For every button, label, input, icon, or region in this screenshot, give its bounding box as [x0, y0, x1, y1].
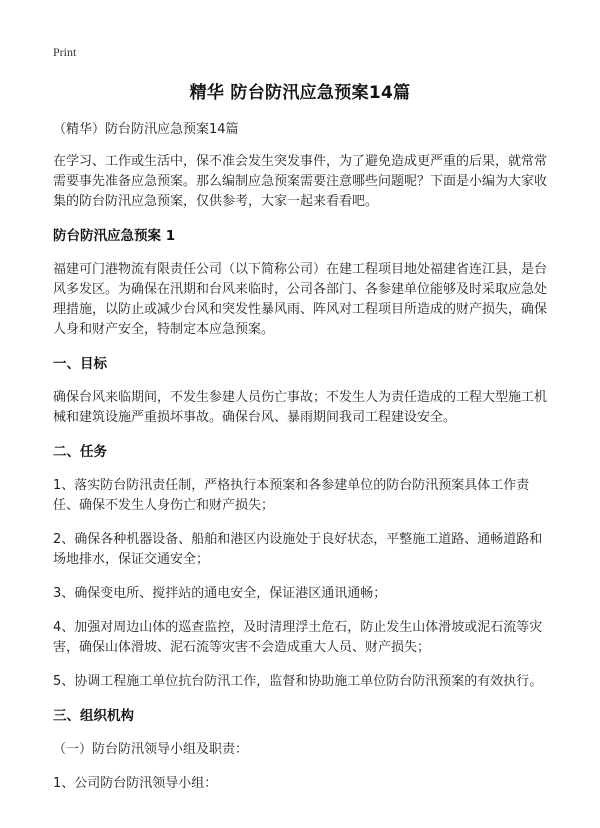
section-heading-tasks: 二、任务 — [53, 444, 107, 460]
section-heading-plan-1: 防台防汛应急预案 1 — [53, 228, 176, 244]
section-heading-organization: 三、组织机构 — [53, 708, 134, 724]
document-title: 精华 防台防汛应急预案14篇 — [189, 83, 411, 103]
task-item-1: 1、落实防台防汛责任制，严格执行本预案和各参建单位的防台防汛预案具体工作责任、确保不发生人身伤亡和财产损失； — [53, 478, 530, 513]
task-item-2: 2、确保各种机器设备、船舶和港区内设施处于良好状态，平整施工道路、通畅道路和场地排水，保证交通安全； — [53, 532, 543, 567]
task-item-3: 3、确保变电所、搅拌站的通电安全，保证港区通讯通畅； — [53, 586, 387, 601]
print-label[interactable]: Print — [53, 45, 77, 59]
section-heading-goal: 一、目标 — [53, 356, 107, 372]
org-subheading-2: 1、公司防台防汛领导小组： — [53, 776, 218, 791]
section-paragraph-plan-1: 福建可门港物流有限责任公司（以下简称公司）在建工程项目地处福建省连江县，是台风多发区。为确保在汛期和台风来临时，公司各部门、各参建单位能够及时采取应急处理措施，以防止或减少台风和突发性暴风雨、阵风对工程项目所造成的财产损失，确保人身和财产安全，特制定本应急预案。 — [53, 262, 548, 337]
task-item-4: 4、加强对周边山体的巡查监控，及时清理浮土危石，防止发生山体滑坡或泥石流等灾害，确保山体滑坡、泥石流等灾害不会造成重大人员、财产损失； — [53, 620, 543, 655]
task-item-5: 5、协调工程施工单位抗台防汛工作，监督和协助施工单位防台防汛预案的有效执行。 — [53, 674, 543, 689]
section-paragraph-goal: 确保台风来临期间，不发生参建人员伤亡事故；不发生人为责任造成的工程大型施工机械和建筑设施严重损坏事故。确保台风、暴雨期间我司工程建设安全。 — [53, 390, 548, 425]
intro-paragraph: 在学习、工作或生活中，保不准会发生突发事件，为了避免造成更严重的后果，就常常需要事先准备应急预案。那么编制应急预案需要注意哪些问题呢？下面是小编为大家收集的防台防汛应急预案，仅供参考，大家一起来看看吧。 — [53, 154, 548, 209]
document-body — [53, 120, 548, 808]
document-subtitle: （精华）防台防汛应急预案14篇 — [53, 122, 239, 137]
org-subheading-1: （一）防台防汛领导小组及职责： — [53, 742, 249, 757]
